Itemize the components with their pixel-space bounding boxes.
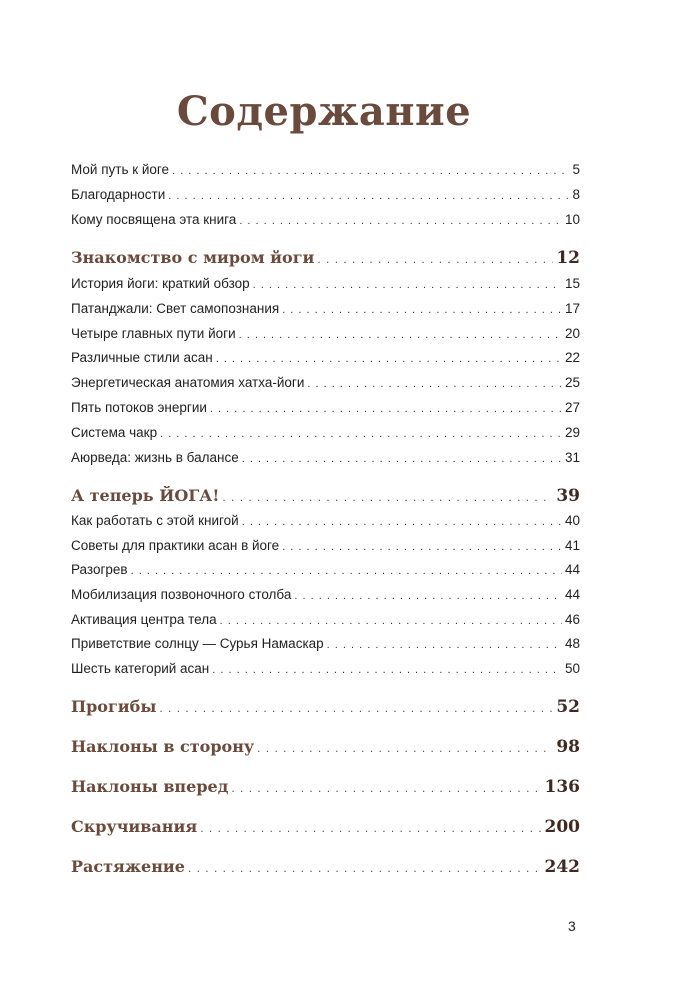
toc-entry-label: Различные стили асан	[71, 350, 213, 365]
toc-entry[interactable]	[71, 587, 580, 602]
toc-chapter-page: 242	[544, 857, 580, 877]
toc-leader-dots	[159, 701, 553, 715]
toc-leader-dots	[200, 821, 541, 835]
toc-chapter-page: 200	[544, 817, 580, 837]
toc-entry-page: 50	[564, 661, 580, 676]
toc-entry-label: Мой путь к йоге	[71, 162, 170, 177]
toc-entry[interactable]	[71, 400, 580, 415]
toc-entry-page: 44	[564, 587, 580, 602]
toc-leader-dots	[257, 741, 553, 755]
toc-leader-dots	[253, 279, 562, 291]
toc-leader-dots	[168, 190, 569, 202]
toc-entry[interactable]	[71, 661, 580, 676]
toc-leader-dots	[160, 428, 562, 440]
toc-chapter-label: Скручивания	[71, 817, 198, 836]
toc-entry-label: Разогрев	[71, 562, 128, 577]
toc-entry-page: 31	[564, 450, 580, 465]
toc-entry-label: Мобилизация позвоночного столба	[71, 587, 292, 602]
toc-leader-dots	[222, 490, 553, 504]
toc-entry[interactable]	[71, 350, 580, 365]
toc-chapter-label: Знакомство с миром йоги	[71, 248, 315, 267]
toc-entry[interactable]	[71, 612, 580, 627]
toc-entry-label: Приветствие солнцу — Сурья Намаскар	[71, 636, 324, 651]
toc-entry-page: 44	[564, 562, 580, 577]
toc-entry-label: История йоги: краткий обзор	[71, 276, 250, 291]
toc-entry-label: Советы для практики асан в йоге	[71, 538, 280, 553]
toc-leader-dots	[188, 861, 542, 875]
toc-entry-page: 22	[564, 350, 580, 365]
toc-chapter[interactable]	[71, 817, 580, 837]
toc-chapter[interactable]	[71, 737, 580, 757]
toc-chapter[interactable]	[71, 777, 580, 797]
toc-leader-dots	[131, 565, 562, 577]
toc-chapter-page: 39	[556, 486, 580, 506]
toc-chapter-label: Наклоны в сторону	[71, 737, 255, 756]
toc-entry-label: Шесть категорий асан	[71, 661, 210, 676]
toc-entry[interactable]	[71, 212, 580, 227]
toc-entry-label: Благодарности	[71, 187, 166, 202]
toc-leader-dots	[216, 353, 562, 365]
toc-entry-page: 29	[564, 425, 580, 440]
toc-entry-page: 5	[572, 162, 580, 177]
toc-leader-dots	[172, 165, 569, 177]
toc-chapter-label: А теперь ЙОГА!	[71, 486, 220, 505]
toc-leader-dots	[231, 781, 541, 795]
toc-entry[interactable]	[71, 636, 580, 651]
toc-chapter-page: 52	[556, 697, 580, 717]
toc-entry[interactable]	[71, 450, 580, 465]
toc-entry-page: 27	[564, 400, 580, 415]
toc-leader-dots	[242, 453, 562, 465]
toc-chapter[interactable]	[71, 486, 580, 506]
toc-entry[interactable]	[71, 562, 580, 577]
toc-entry[interactable]	[71, 538, 580, 553]
toc-entry-page: 46	[564, 612, 580, 627]
toc-entry-label: Кому посвящена эта книга	[71, 212, 237, 227]
toc-chapter[interactable]	[71, 697, 580, 717]
toc-chapter-page: 136	[544, 777, 580, 797]
page-number: 3	[568, 918, 576, 934]
toc-entry-page: 15	[564, 276, 580, 291]
toc-entry-label: Четыре главных пути йоги	[71, 326, 236, 341]
toc-chapter-page: 12	[556, 248, 580, 268]
toc-entry-page: 25	[564, 375, 580, 390]
toc-entry[interactable]	[71, 375, 580, 390]
toc-entry-label: Пять потоков энергии	[71, 400, 207, 415]
toc-entry[interactable]	[71, 301, 580, 316]
toc-entry[interactable]	[71, 326, 580, 341]
toc-chapter-page: 98	[556, 737, 580, 757]
toc-leader-dots	[282, 304, 562, 316]
toc-chapter-label: Наклоны вперед	[71, 777, 229, 796]
toc-entry-label: Патанджали: Свет самопознания	[71, 301, 280, 316]
toc-entry[interactable]	[71, 513, 580, 528]
toc-entry-page: 10	[564, 212, 580, 227]
toc-leader-dots	[210, 403, 562, 415]
toc-leader-dots	[327, 639, 562, 651]
toc-entry-page: 40	[564, 513, 580, 528]
toc-leader-dots	[242, 516, 562, 528]
toc-entry-label: Система чакр	[71, 425, 158, 440]
toc-entry-page: 41	[564, 538, 580, 553]
toc-leader-dots	[307, 378, 562, 390]
toc-entry-label: Энергетическая анатомия хатха-йоги	[71, 375, 305, 390]
page-title: Содержание	[176, 88, 472, 135]
toc-chapter[interactable]	[71, 248, 580, 268]
toc-entry-page: 48	[564, 636, 580, 651]
toc-entry[interactable]	[71, 425, 580, 440]
toc-entry-label: Активация центра тела	[71, 612, 217, 627]
toc-leader-dots	[239, 215, 562, 227]
toc-leader-dots	[212, 664, 562, 676]
toc-entry-label: Как работать с этой книгой	[71, 513, 239, 528]
toc-chapter[interactable]	[71, 857, 580, 877]
toc-entry-page: 20	[564, 326, 580, 341]
toc-leader-dots	[317, 252, 553, 266]
toc-leader-dots	[220, 615, 562, 627]
toc-entry[interactable]	[71, 187, 580, 202]
toc-chapter-label: Прогибы	[71, 697, 157, 716]
toc-leader-dots	[282, 541, 562, 553]
toc-entry-page: 17	[564, 301, 580, 316]
toc-entry[interactable]	[71, 276, 580, 291]
toc-leader-dots	[239, 329, 562, 341]
toc-leader-dots	[294, 590, 562, 602]
toc-entry[interactable]	[71, 162, 580, 177]
toc-entry-page: 8	[572, 187, 580, 202]
toc-chapter-label: Растяжение	[71, 857, 185, 876]
toc-entry-label: Аюрведа: жизнь в балансе	[71, 450, 239, 465]
